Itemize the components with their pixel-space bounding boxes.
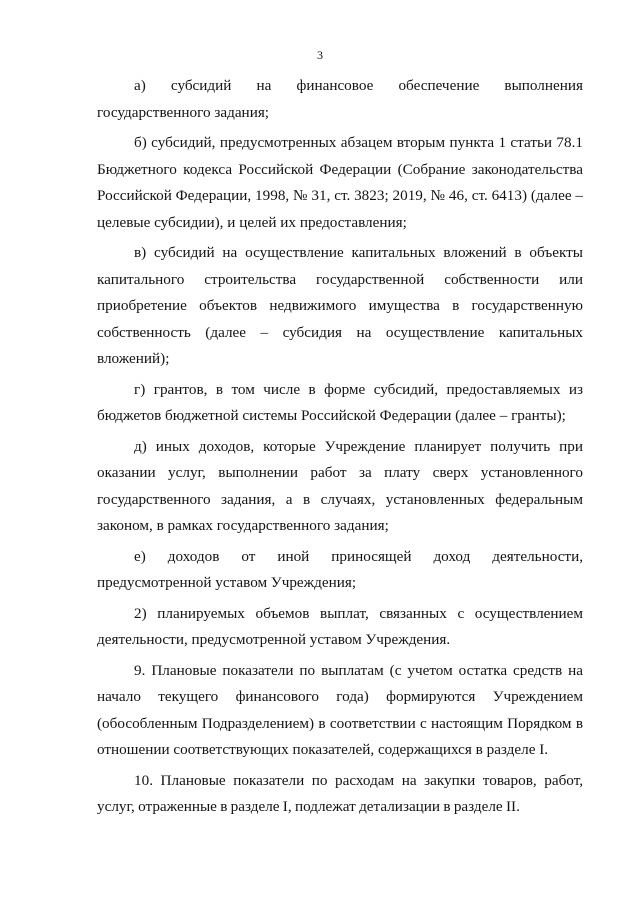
paragraph-grants: г) грантов, в том числе в форме субсидий, предоставляемых из бюджетов бюджетной системы Российской Федерации (далее – гранты); (97, 380, 583, 424)
paragraph-capital-investment-subsidies: в) субсидий на осуществление капитальных вложений в объекты капитального строительства государственной собственности или приобретение объектов недвижимого имущества в государственную собственность (далее – субсидия на осуществление капитальных вложений); (97, 244, 583, 367)
page-number: 3 (317, 48, 323, 62)
paragraph-subsidies-state-task: а) субсидий на финансовое обеспечение выполнения государственного задания; (97, 77, 583, 121)
paragraph-income-generating-activity: е) доходов от иной приносящей доход деятельности, предусмотренной уставом Учреждения; (97, 547, 583, 591)
paragraph-item-10: 10. Плановые показатели по расходам на закупки товаров, работ, услуг, отраженные в разделе I, подлежат детализации в разделе II. (97, 771, 583, 815)
document-body (97, 73, 583, 825)
paragraph-targeted-subsidies: б) субсидий, предусмотренных абзацем вторым пункта 1 статьи 78.1 Бюджетного кодекса Российской Федерации (Собрание законодательства Российской Федерации, 1998, № 31, ст. 3823; 2019, № 46, ст. 6413) (далее – целевые субсидии), и целей их предоставления; (97, 134, 583, 231)
paragraph-planned-payments: 2) планируемых объемов выплат, связанных с осуществлением деятельности, предусмотренной уставом Учреждения. (97, 604, 583, 648)
paragraph-other-income: д) иных доходов, которые Учреждение планирует получить при оказании услуг, выполнении работ за плату сверх установленного государственного задания, а в случаях, установленных федеральным законом, в рамках государственного задания; (97, 437, 583, 534)
paragraph-item-9: 9. Плановые показатели по выплатам (с учетом остатка средств на начало текущего финансового года) формируются Учреждением (обособленным Подразделением) в соответствии с настоящим Порядком в отношении соответствующих показателей, содержащихся в разделе I. (97, 661, 583, 758)
